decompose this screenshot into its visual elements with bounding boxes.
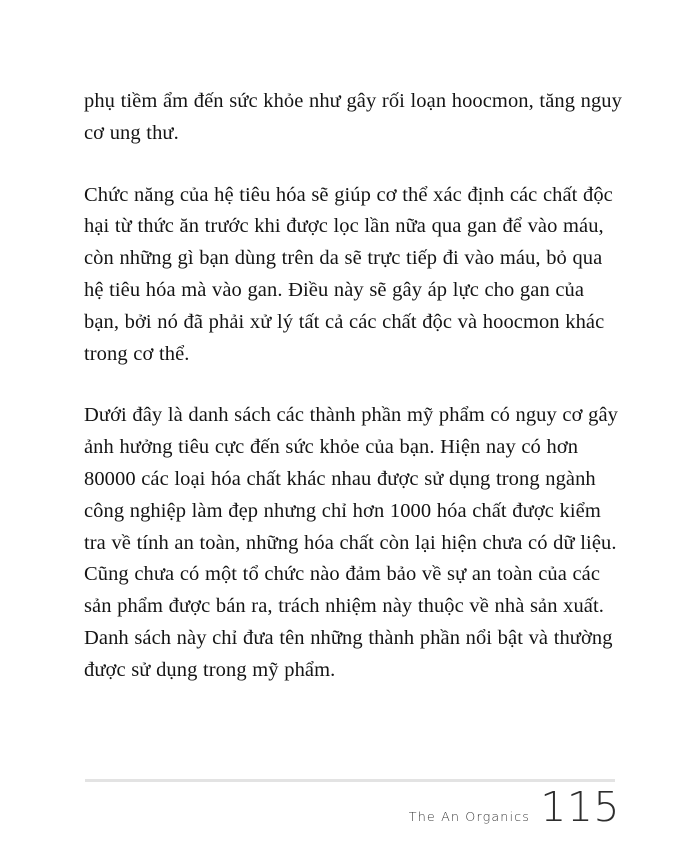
paragraph: phụ tiềm ẩm đến sức khỏe như gây rối loạn hoocmon, tăng nguy cơ ung thư. <box>84 90 622 144</box>
footer-content <box>409 783 620 831</box>
imprint-label: The An Organics <box>409 809 531 824</box>
page-number: 115 <box>540 783 620 831</box>
page-footer <box>0 779 700 860</box>
page-body-text <box>84 86 624 687</box>
paragraph: Dưới đây là danh sách các thành phần mỹ phẩm có nguy cơ gây ảnh hưởng tiêu cực đến sức khỏe của bạn. Hiện nay có hơn 80000 các loại hóa chất khác nhau được sử dụng trong ngành công nghiệp làm đẹp nhưng chỉ hơn 1000 hóa chất được kiểm tra về tính an toàn, những hóa chất còn lại hiện chưa có dữ liệu. Cũng chưa có một tổ chức nào đảm bảo về sự an toàn của các sản phẩm được bán ra, trách nhiệm này thuộc về nhà sản xuất. Danh sách này chỉ đưa tên những thành phần nổi bật và thường được sử dụng trong mỹ phẩm. <box>84 404 618 681</box>
footer-divider <box>85 779 615 782</box>
paragraph: Chức năng của hệ tiêu hóa sẽ giúp cơ thể xác định các chất độc hại từ thức ăn trước khi được lọc lần nữa qua gan để vào máu, còn những gì bạn dùng trên da sẽ trực tiếp đi vào máu, bỏ qua hệ tiêu hóa mà vào gan. Điều này sẽ gây áp lực cho gan của bạn, bởi nó đã phải xử lý tất cả các chất độc và hoocmon khác trong cơ thể. <box>84 183 613 365</box>
